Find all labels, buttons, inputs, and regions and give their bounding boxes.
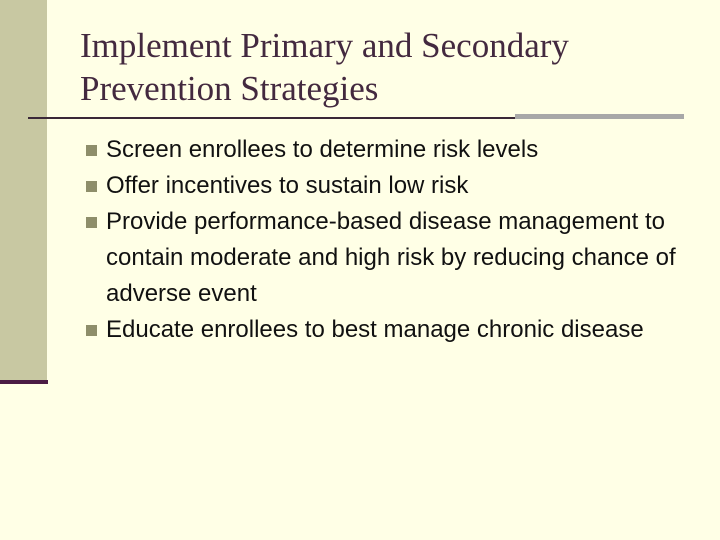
bullet-item <box>84 204 684 312</box>
square-bullet-icon <box>86 181 97 192</box>
slide-title-line-1: Implement Primary and Secondary <box>80 26 569 65</box>
title-underline-accent <box>515 114 684 119</box>
square-bullet-icon <box>86 325 97 336</box>
bullet-text: Provide performance-based disease management to contain moderate and high risk by reducing chance of adverse event <box>106 208 676 307</box>
square-bullet-icon <box>86 145 97 156</box>
square-bullet-icon <box>86 217 97 228</box>
bullet-text: Screen enrollees to determine risk levels <box>106 136 539 163</box>
slide-title-line-2: Prevention Strategies <box>80 69 379 108</box>
bullet-item <box>84 132 684 168</box>
bullet-text: Educate enrollees to best manage chronic disease <box>106 316 644 343</box>
slide-title <box>80 24 700 110</box>
bullet-list <box>84 132 684 348</box>
left-decorative-band <box>0 0 47 383</box>
bullet-item <box>84 312 684 348</box>
bullet-item <box>84 168 684 204</box>
left-band-base-line <box>0 380 48 384</box>
bullet-text: Offer incentives to sustain low risk <box>106 172 469 199</box>
